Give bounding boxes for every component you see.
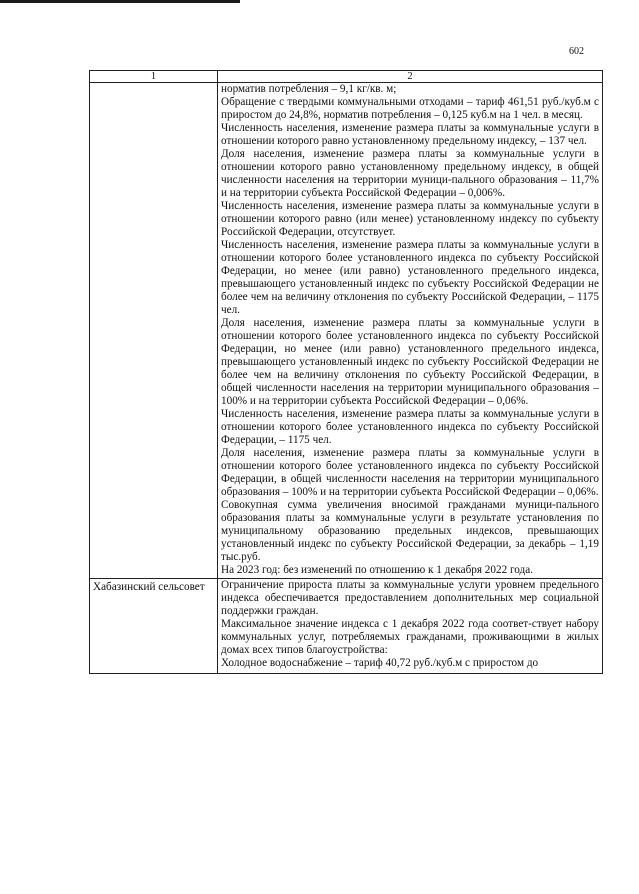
paragraph: Холодное водоснабжение – тариф 40,72 руб./куб.м с приростом до: [221, 657, 539, 669]
paragraph: Максимальное значение индекса с 1 декабря 2022 года соответ-ствует набору коммунальных услуг, потребляемых гражданами, проживающими в жилых домах всех типов благоустройства:: [221, 618, 599, 656]
document-table: [89, 70, 603, 674]
header-col-1: 1: [90, 71, 218, 83]
table-row: [90, 83, 603, 579]
paragraph: Численность населения, изменение размера платы за коммунальные услуги в отношении которого равно (или менее) установленному индексу по субъекту Российской Федерации, отсутствует.: [221, 200, 599, 238]
paragraph: Доля населения, изменение размера платы за коммунальные услуги в отношении которого более установленного индекса по субъекту Российской Федерации, в общей численности населения на территории муниципального образования – 100% и на территории субъекта Российской Федерации – 0,06%.: [221, 447, 599, 498]
row-label: Хабазинский сельсовет: [90, 579, 218, 674]
row-content: [218, 579, 603, 674]
table-row: [90, 579, 603, 674]
paragraph: Численность населения, изменение размера платы за коммунальные услуги в отношении которого более установленного индекса по субъекту Российской Федерации, но менее (или равно) установленного предельного индекса, превышающего установленный индекс по субъекту Российской Федерации не более чем на величину отклонения по субъекту Российской Федерации, – 1175 чел.: [221, 239, 599, 316]
paragraph: Численность населения, изменение размера платы за коммунальные услуги в отношении которого равно установленному предельному индексу, – 137 чел.: [221, 122, 599, 147]
paragraph: Совокупная сумма увеличения вносимой гражданами муници-пального образования платы за коммунальные услуги в результате установления по муниципальному образованию предельных индексов, превышающих установленный индекс по субъекту Российской Федерации, за декабрь – 1,19 тыс.руб.: [221, 499, 599, 563]
row-label: [90, 83, 218, 579]
paragraph: На 2023 год: без изменений по отношению к 1 декабря 2022 года.: [221, 564, 534, 576]
page-number: 602: [569, 46, 584, 57]
paragraph: норматив потребления – 9,1 кг/кв. м;: [221, 83, 397, 95]
scan-edge-mark: [0, 0, 240, 3]
table-header-row: [90, 71, 603, 83]
row-content: [218, 83, 603, 579]
paragraph: Ограничение прироста платы за коммунальные услуги уровнем предельного индекса обеспечивается предоставлением дополнительных мер социальной поддержки граждан.: [221, 579, 599, 617]
paragraph: Обращение с твердыми коммунальными отходами – тариф 461,51 руб./куб.м с приростом до 24,8%, норматив потребления – 0,125 куб.м на 1 чел. в месяц.: [221, 96, 599, 121]
paragraph: Доля населения, изменение размера платы за коммунальные услуги в отношении которого равно установленному предельному индексу, в общей численности населения на территории муници-пального образования – 11,7% и на территории субъекта Российской Федерации – 0,006%.: [221, 148, 599, 199]
paragraph: Доля населения, изменение размера платы за коммунальные услуги в отношении которого более установленного индекса по субъекту Российской Федерации, но менее (или равно) установленного предельного индекса, превышающего установленный индекс по субъекту Российской Федерации не более чем на величину отклонения по субъекту Российской Федерации, в общей численности населения на территории муниципального образования – 100% и на территории субъекта Российской Федерации – 0,06%.: [221, 317, 599, 407]
header-col-2: 2: [218, 71, 603, 83]
paragraph: Численность населения, изменение размера платы за коммунальные услуги в отношении которого более установленного индекса по субъекту Российской Федерации, – 1175 чел.: [221, 408, 599, 446]
